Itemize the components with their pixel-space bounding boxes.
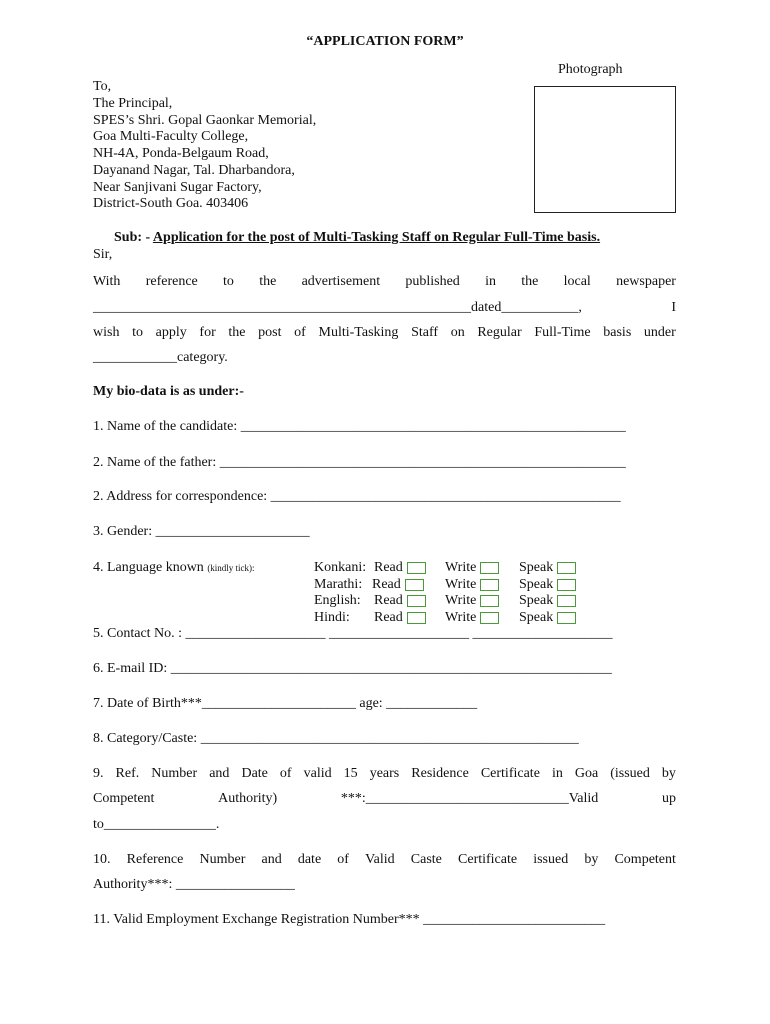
para1-line2-text[interactable]: ______________________________________________________dated___________, [93, 300, 582, 315]
biodata-heading: My bio-data is as under:- [93, 384, 244, 399]
read-label [374, 610, 426, 626]
word: newspaper [616, 274, 676, 289]
word: Residence [411, 766, 469, 781]
word: up [661, 791, 676, 806]
word: Valid [365, 852, 395, 867]
word: advertisement [301, 274, 381, 289]
word: of [337, 852, 349, 867]
word: Reference [126, 852, 184, 867]
word: on [450, 325, 465, 340]
word: Certificate [480, 766, 540, 781]
word: under [643, 325, 676, 340]
write-checkbox[interactable] [480, 579, 499, 591]
speak-label-text: Speak [519, 577, 554, 592]
para1-line2 [93, 300, 676, 316]
write-label-text: Write [445, 593, 477, 608]
word: in [485, 274, 496, 289]
write-checkbox[interactable] [480, 595, 499, 607]
caste-line2[interactable]: Authority***: _________________ [93, 877, 295, 892]
word: post [258, 325, 282, 340]
write-checkbox[interactable] [480, 562, 499, 574]
photograph-box[interactable] [534, 86, 676, 213]
language-name-text: Hindi: [314, 610, 350, 625]
word: the [228, 325, 246, 340]
word: by [661, 766, 676, 781]
word: Caste [410, 852, 442, 867]
word: With [93, 274, 121, 289]
speak-label-text: Speak [519, 593, 554, 608]
language-known-text: 4. Language known [93, 560, 208, 575]
word: Number [199, 852, 246, 867]
speak-checkbox[interactable] [557, 612, 576, 624]
word: Goa [574, 766, 599, 781]
word: by [584, 852, 599, 867]
word: Authority) [218, 791, 278, 806]
word: ***:_____________________________Valid [340, 791, 599, 806]
word: (issued [610, 766, 650, 781]
subject-text: Application for the post of Multi-Tasking Staff on Regular Full-Time basis. [152, 230, 601, 245]
read-label [374, 593, 426, 609]
para1-line3 [93, 325, 676, 341]
speak-checkbox[interactable] [557, 595, 576, 607]
language-hint: (kindly tick): [207, 563, 255, 573]
word: valid [303, 766, 332, 781]
word: Full-Time [534, 325, 591, 340]
language-name-text: Konkani: [314, 560, 367, 575]
read-label-text: Read [374, 593, 403, 608]
salutation: Sir, [93, 247, 113, 262]
word: basis [603, 325, 632, 340]
caste-line1 [93, 852, 676, 868]
word: 15 [343, 766, 358, 781]
read-label [372, 577, 424, 593]
speak-label [519, 610, 576, 626]
read-label [374, 560, 426, 576]
address-line: To, [93, 79, 112, 94]
word: Regular [477, 325, 522, 340]
address-line: Near Sanjivani Sugar Factory, [93, 180, 262, 195]
word: apply [155, 325, 187, 340]
address-field[interactable]: 2. Address for correspondence: __________________________________________________ [93, 489, 621, 504]
word: Ref. [115, 766, 140, 781]
word: date [297, 852, 322, 867]
word: reference [145, 274, 198, 289]
word: and [261, 852, 282, 867]
residence-line3[interactable]: to________________. [93, 817, 220, 832]
read-checkbox[interactable] [407, 562, 426, 574]
write-label-text: Write [445, 610, 477, 625]
word: of [294, 325, 306, 340]
word: in [551, 766, 563, 781]
language-name-text: English: [314, 593, 361, 608]
speak-label [519, 577, 576, 593]
word: Date [241, 766, 268, 781]
speak-label [519, 593, 576, 609]
write-label [445, 610, 499, 626]
speak-label-text: Speak [519, 560, 554, 575]
write-label-text: Write [445, 577, 477, 592]
address-line: The Principal, [93, 96, 173, 111]
word: the [521, 274, 539, 289]
form-title: “APPLICATION FORM” [306, 34, 464, 49]
speak-checkbox[interactable] [557, 562, 576, 574]
language-known-label [93, 560, 255, 576]
word: to [132, 325, 143, 340]
read-label-text: Read [372, 577, 401, 592]
speak-label [519, 560, 576, 576]
word: Competent [93, 791, 155, 806]
dob-age-field[interactable]: 7. Date of Birth***______________________ age: _____________ [93, 696, 478, 711]
word: issued [533, 852, 569, 867]
para1-line1 [93, 274, 676, 290]
subject-line [114, 230, 600, 246]
subject-prefix: Sub: - [114, 230, 153, 245]
word: Staff [411, 325, 439, 340]
read-checkbox[interactable] [407, 595, 426, 607]
photograph-label: Photograph [558, 62, 623, 77]
category-field[interactable]: 8. Category/Caste: ______________________________________________________ [93, 731, 579, 746]
write-label [445, 593, 499, 609]
word: wish [93, 325, 120, 340]
word: Number [151, 766, 198, 781]
address-line: District-South Goa. 403406 [93, 196, 249, 211]
contact-field[interactable]: 5. Contact No. : ____________________ ____________________ ____________________ [93, 626, 613, 641]
write-label-text: Write [445, 560, 477, 575]
word: 10. [93, 852, 111, 867]
employment-exchange-field[interactable]: 11. Valid Employment Exchange Registration Number*** __________________________ [93, 912, 606, 927]
word: Certificate [458, 852, 518, 867]
candidate-name-field[interactable]: 1. Name of the candidate: _______________________________________________________ [93, 419, 626, 434]
para1-line2-end: I [671, 300, 676, 315]
word: the [259, 274, 277, 289]
language-name [314, 560, 366, 576]
gender-field[interactable]: 3. Gender: ______________________ [93, 524, 310, 539]
father-name-field[interactable]: 2. Name of the father: __________________________________________________________ [93, 455, 626, 470]
language-name [314, 593, 361, 609]
read-checkbox[interactable] [405, 579, 424, 591]
word: for [199, 325, 216, 340]
write-checkbox[interactable] [480, 612, 499, 624]
speak-label-text: Speak [519, 610, 554, 625]
language-name-text: Marathi: [314, 577, 363, 592]
word: local [563, 274, 591, 289]
address-line: SPES’s Shri. Gopal Gaonkar Memorial, [93, 113, 317, 128]
write-label [445, 560, 499, 576]
address-line: NH-4A, Ponda-Belgaum Road, [93, 146, 269, 161]
word: published [405, 274, 460, 289]
speak-checkbox[interactable] [557, 579, 576, 591]
para1-line4[interactable]: ____________category. [93, 350, 228, 365]
language-name [314, 577, 362, 593]
write-label [445, 577, 499, 593]
read-checkbox[interactable] [407, 612, 426, 624]
read-label-text: Read [374, 610, 403, 625]
word: Multi-Tasking [318, 325, 399, 340]
word: years [369, 766, 400, 781]
address-line: Goa Multi-Faculty College, [93, 129, 249, 144]
address-line: Dayanand Nagar, Tal. Dharbandora, [93, 163, 295, 178]
word: and [209, 766, 230, 781]
word: to [223, 274, 234, 289]
word: Competent [614, 852, 676, 867]
email-field[interactable]: 6. E-mail ID: _______________________________________________________________ [93, 661, 612, 676]
read-label-text: Read [374, 560, 403, 575]
residence-line1 [93, 766, 676, 782]
residence-line2[interactable] [93, 791, 676, 807]
word: of [279, 766, 292, 781]
word: 9. [93, 766, 104, 781]
language-name [314, 610, 350, 626]
